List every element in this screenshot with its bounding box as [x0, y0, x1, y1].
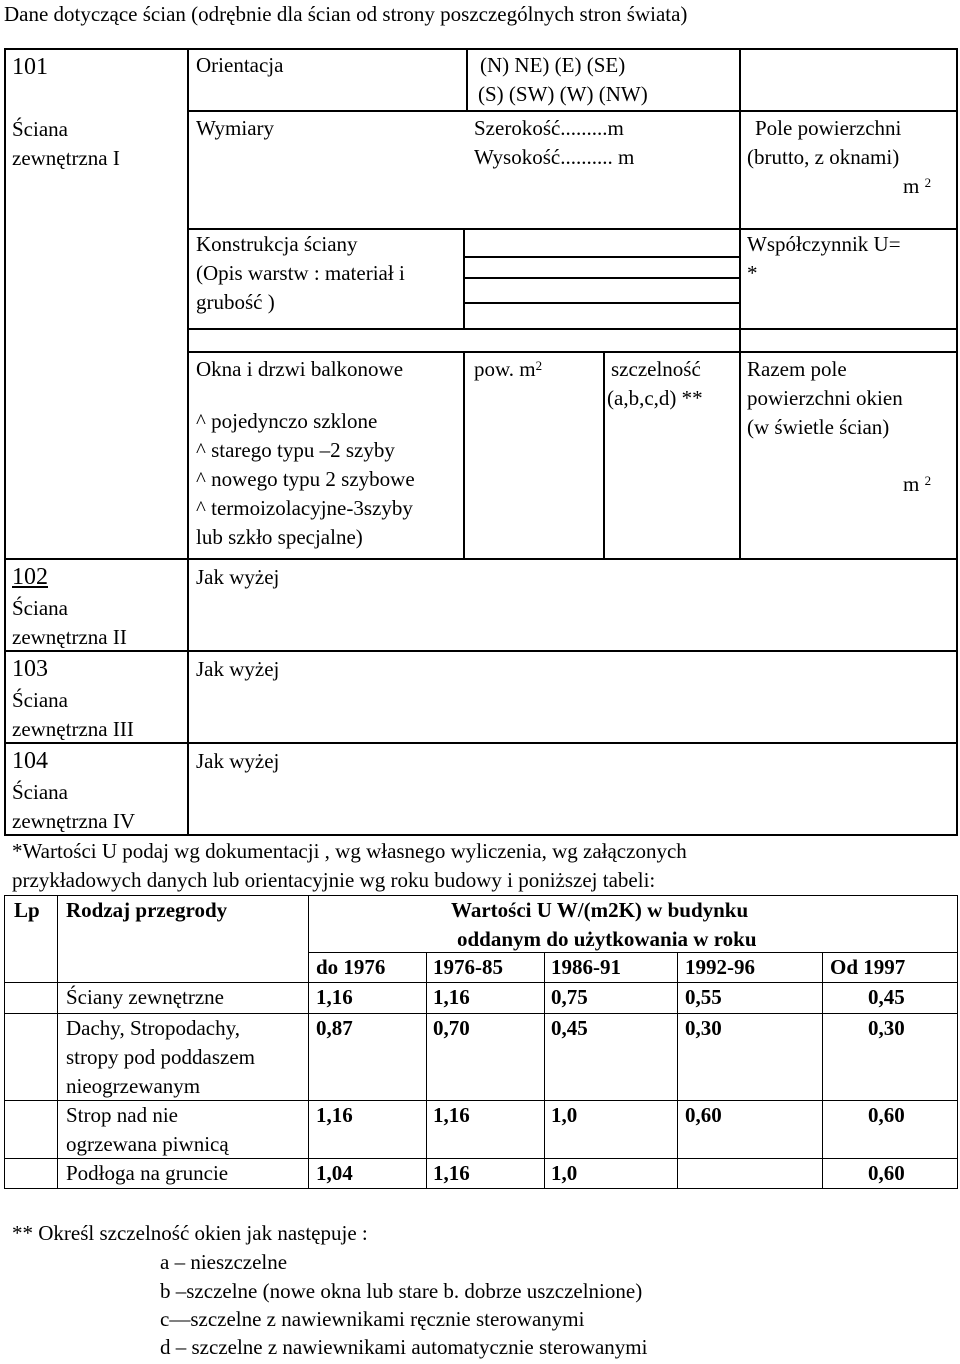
partition-type: Ściany zewnętrzne [66, 985, 225, 1009]
u-value: 1,16 [433, 1103, 470, 1127]
year-header: 1992-96 [685, 955, 755, 979]
partition-type: Dachy, Stropodachy, [66, 1016, 240, 1040]
window-type: ^ nowego typu 2 szybowe [196, 467, 415, 491]
table-divider [822, 952, 823, 1188]
table-divider [463, 256, 739, 258]
tightness-label: (a,b,c,d) ** [607, 386, 703, 410]
tightness-option: b –szczelne (nowe okna lub stare b. dobrze uszczelnione) [160, 1279, 643, 1303]
wall-name: Ściana [12, 688, 68, 712]
tightness-option: a – nieszczelne [160, 1250, 288, 1274]
table-border [957, 895, 958, 1188]
year-header: do 1976 [316, 955, 386, 979]
table-divider [187, 48, 189, 836]
windows-total-label: powierzchni okien [747, 386, 903, 410]
window-area-label: pow. $m^2$ [474, 357, 543, 381]
window-type: lub szkło specjalne) [196, 525, 363, 549]
wall-number: 102 [12, 564, 48, 590]
table-divider [603, 351, 605, 558]
u-value-label: * [747, 261, 758, 285]
windows-total-label: Razem pole [747, 357, 847, 381]
u-value: 0,87 [316, 1016, 353, 1040]
table-divider [187, 328, 958, 330]
partition-type: nieogrzewanym [66, 1074, 201, 1098]
u-value: 0,75 [551, 985, 588, 1009]
u-value: 0,45 [868, 985, 905, 1009]
u-value: 1,0 [551, 1103, 578, 1127]
windows-title: Okna i drzwi balkonowe [196, 357, 404, 381]
wall-number: 101 [12, 54, 48, 80]
partition-type: ogrzewana piwnicą [66, 1132, 229, 1156]
window-type: ^ starego typu –2 szyby [196, 438, 395, 462]
table-divider [4, 650, 958, 652]
dimensions-label: Wymiary [196, 116, 275, 140]
tightness-label: szczelność [611, 357, 701, 381]
table-divider [463, 302, 739, 304]
u-value: 1,16 [433, 1161, 470, 1185]
column-header: Lp [14, 898, 40, 922]
tightness-option: c—szczelne z nawiewnikami ręcznie sterowanymi [160, 1307, 585, 1331]
wall-name: zewnętrzna IV [12, 809, 136, 833]
table-divider [463, 277, 739, 279]
construction-label: Konstrukcja ściany [196, 232, 358, 256]
u-value: 0,60 [685, 1103, 722, 1127]
year-header: 1976-85 [433, 955, 503, 979]
wall-name: Ściana [12, 117, 68, 141]
u-value: 1,16 [433, 985, 470, 1009]
wall-name: Ściana [12, 780, 68, 804]
table-divider [739, 48, 741, 558]
u-value: 1,16 [316, 1103, 353, 1127]
table-divider [466, 48, 468, 110]
same-as-above: Jak wyżej [196, 749, 280, 773]
partition-type: Podłoga na gruncie [66, 1161, 229, 1185]
area-unit: m $^2$ [903, 174, 932, 198]
table-divider [4, 558, 958, 560]
partition-type: Strop nad nie [66, 1103, 178, 1127]
u-value-note: *Wartości U podaj wg dokumentacji , wg własnego wyliczenia, wg załączonych [12, 839, 687, 863]
page-title: Dane dotyczące ścian (odrębnie dla ścian od strony poszczególnych stron świata) [4, 2, 688, 26]
orientation-options: (S) (SW) (W) (NW) [478, 82, 648, 106]
wall-number: 103 [12, 656, 48, 682]
table-border [4, 1188, 958, 1189]
u-value: 0,30 [868, 1016, 905, 1040]
tightness-note-title: ** Określ szczelność okien jak następuje : [12, 1221, 368, 1245]
table-divider [4, 742, 958, 744]
tightness-option: d – szczelne z nawiewnikami automatycznie sterowanymi [160, 1335, 648, 1359]
table-border [4, 48, 6, 836]
construction-label: (Opis warstw : materiał i [196, 261, 405, 285]
u-value: 0,60 [868, 1161, 905, 1185]
windows-total-label: (w świetle ścian) [747, 415, 890, 439]
table-border [4, 895, 5, 1188]
area-label: (brutto, z oknami) [747, 145, 900, 169]
construction-label: grubość ) [196, 290, 275, 314]
windows-total-unit: m $^2$ [903, 472, 932, 496]
u-value: 1,0 [551, 1161, 578, 1185]
width-field: Szerokość.........m [474, 116, 624, 140]
u-value: 0,70 [433, 1016, 470, 1040]
column-header: oddanym do użytkowania w roku [457, 927, 757, 951]
table-divider [544, 952, 545, 1188]
u-value-note: przykładowych danych lub orientacyjnie wg roku budowy i poniższej tabeli: [12, 868, 656, 892]
table-divider [463, 351, 465, 558]
table-divider [426, 952, 427, 1188]
window-type: ^ termoizolacyjne-3szyby [196, 496, 413, 520]
u-value: 0,30 [685, 1016, 722, 1040]
u-value: 0,55 [685, 985, 722, 1009]
column-header: Wartości U W/(m2K) w budynku [451, 898, 749, 922]
u-value: 0,60 [868, 1103, 905, 1127]
year-header: Od 1997 [830, 955, 906, 979]
height-field: Wysokość.......... m [474, 145, 635, 169]
orientation-label: Orientacja [196, 53, 284, 77]
wall-number: 104 [12, 748, 48, 774]
table-divider [187, 110, 958, 112]
u-value: 1,16 [316, 985, 353, 1009]
same-as-above: Jak wyżej [196, 565, 280, 589]
table-border [956, 48, 958, 836]
wall-name: zewnętrzna II [12, 625, 127, 649]
window-type: ^ pojedynczo szklone [196, 409, 378, 433]
same-as-above: Jak wyżej [196, 657, 280, 681]
column-header: Rodzaj przegrody [66, 898, 228, 922]
orientation-options: (N) NE) (E) (SE) [480, 53, 626, 77]
area-label: Pole powierzchni [755, 116, 902, 140]
table-divider [187, 351, 958, 353]
wall-name: zewnętrzna III [12, 717, 134, 741]
wall-name: zewnętrzna I [12, 146, 120, 170]
table-divider [57, 895, 58, 1188]
table-divider [677, 952, 678, 1188]
u-value: 1,04 [316, 1161, 353, 1185]
table-border [4, 834, 958, 836]
u-value: 0,45 [551, 1016, 588, 1040]
u-value-label: Współczynnik U= [747, 232, 901, 256]
wall-name: Ściana [12, 596, 68, 620]
table-border [4, 48, 958, 50]
partition-type: stropy pod poddaszem [66, 1045, 255, 1069]
table-divider [308, 895, 309, 1188]
year-header: 1986-91 [551, 955, 621, 979]
